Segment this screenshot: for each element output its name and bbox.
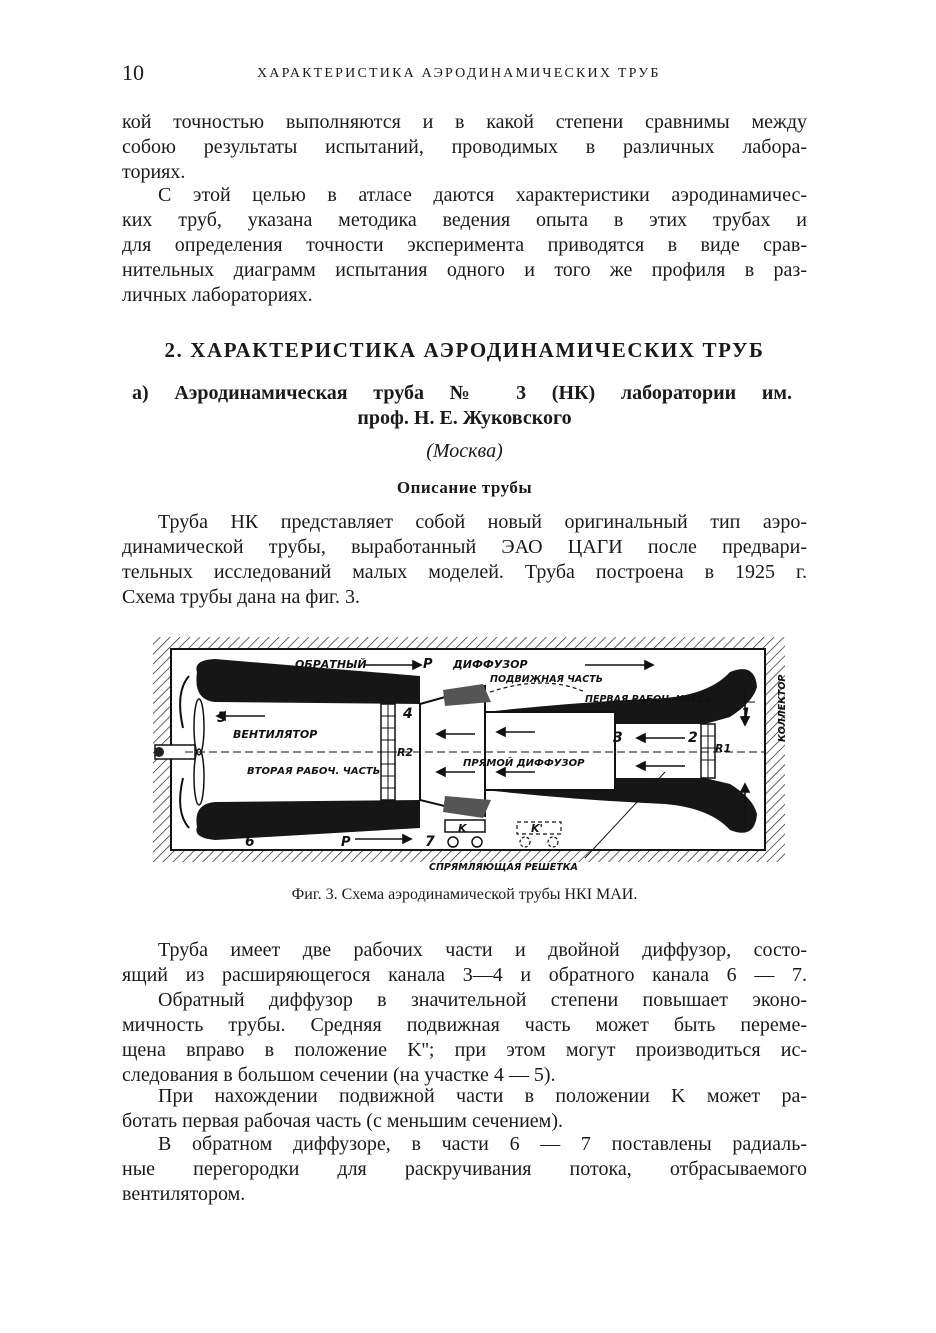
text-line: ные перегородки для раскручивания потока, отбрасываемого [122,1158,807,1180]
label-pryamoy: ПРЯМОЙ ДИФФУЗОР [463,758,585,769]
text-line: динамической трубы, выработанный ЭАО ЦАГИ после предвари- [122,536,807,558]
label-P-bottom: P [341,835,351,850]
label-spryamlyayushaya: СПРЯМЛЯЮЩАЯ РЕШЕТКА [429,862,578,873]
label-R1: R1 [715,742,732,755]
label-1: 1 [741,706,751,722]
text-line: мичность трубы. Средняя подвижная часть может быть переме- [122,1014,807,1036]
label-K-prime: K' [531,822,543,835]
subsection-heading-line-2: проф. Н. Е. Жуковского [357,407,572,429]
text-line: ботать первая рабочая часть (с меньшим сечением). [122,1110,563,1132]
text-line: ящий из расширяющегося канала 3—4 и обратного канала 6 — 7. [122,964,807,986]
straightening-grid-1-2 [701,724,715,778]
body-paragraph-4 [122,1132,807,1207]
label-podvizhnaya: ПОДВИЖНАЯ ЧАСТЬ [490,674,603,685]
body-paragraph-1 [122,938,807,988]
body-paragraph-3 [122,1084,807,1134]
return-flow-curve-bottom [180,778,189,828]
text-line: Труба НК представляет собой новый оригинальный тип аэро- [158,511,807,533]
movable-part [420,686,485,816]
text-line: для определения точности эксперимента приводятся в виде срав- [122,234,807,256]
label-obratny: ОБРАТНЫЙ [295,658,367,671]
label-5: 5 [217,710,227,726]
running-header [122,60,812,90]
text-line: щена вправо в положение K''; при этом могут производиться ис- [122,1039,807,1061]
label-4: 4 [403,706,413,722]
label-2: 2 [688,730,698,746]
label-pervaya: ПЕРВАЯ РАБОЧ. ЧАСТЬ [585,694,712,705]
text-line: Труба имеет две рабочих части и двойной диффузор, состо- [158,939,807,961]
wind-tunnel-diagram [145,632,795,877]
label-6: 6 [245,834,255,850]
label-R2: R2 [397,746,414,759]
text-line: личных лабораториях. [122,284,313,306]
text-line: нительных диаграмм испытания одного и того же профиля в раз- [122,259,807,281]
running-title: ХАРАКТЕРИСТИКА АЭРОДИНАМИЧЕСКИХ ТРУБ [257,66,661,81]
section-heading: 2. ХАРАКТЕРИСТИКА АЭРОДИНАМИЧЕСКИХ ТРУБ [164,338,765,362]
text-line: Обратный диффузор в значительной степени повышает эконо- [158,989,807,1011]
figure-caption: Фиг. 3. Схема аэродинамической трубы НКI МАИ. [291,886,638,903]
text-line: следования в большом сечении (на участке 4 — 5). [122,1064,556,1086]
text-line: В обратном диффузоре, в части 6 — 7 поставлены радиаль- [158,1133,807,1155]
text-line: При нахождении подвижной части в положении K может ра- [158,1085,807,1107]
intro-paragraph-1 [122,110,807,185]
label-K: K [458,822,467,835]
top-wall [153,637,785,649]
text-line: кой точностью выполняются и в какой степени сравнимы между [122,111,807,133]
return-flow-curve-top [180,676,189,728]
text-line: ких труб, указана методика ведения опыта в этих трубах и [122,209,807,231]
return-channel-bottom [196,800,420,840]
description-heading: Описание трубы [396,478,533,497]
direct-diffuser [485,712,615,790]
label-ventilyator: ВЕНТИЛЯТОР [233,728,318,741]
page-number: 10 [122,60,144,85]
intro-paragraph-2 [122,183,807,308]
text-line: Схема трубы дана на фиг. 3. [122,586,361,608]
label-diffuzor: ДИФФУЗОР [453,658,528,671]
label-P-top: P [423,657,433,672]
label-vtoraya: ВТОРАЯ РАБОЧ. ЧАСТЬ [247,766,381,777]
text-line: собою результаты испытаний, проводимых в различных лабора- [122,136,807,158]
label-7: 7 [425,834,435,850]
text-line: ториях. [122,161,186,183]
text-line: тельных исследований малых моделей. Труба построена в 1925 г. [122,561,807,583]
description-paragraph [122,510,807,610]
subsection-heading-line-1: а) Аэродинамическая труба № 3 (НК) лаборатории им. [132,382,792,404]
floor [153,850,785,862]
city-label: (Москва) [426,440,503,462]
label-3: 3 [613,730,623,746]
label-kollektor: КОЛЛЕКТОР [777,674,788,742]
body-paragraph-2 [122,988,807,1088]
text-line: С этой целью в атласе даются характеристики аэродинамичес- [158,184,807,206]
text-line: вентилятором. [122,1183,246,1205]
